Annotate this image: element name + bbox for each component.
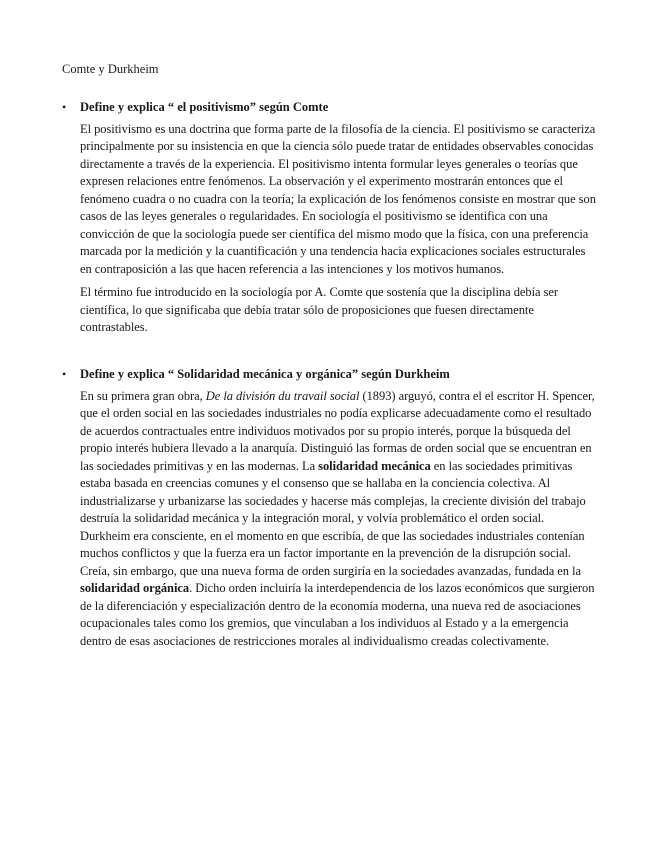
- section-positivismo: [62, 99, 597, 337]
- document-title: Comte y Durkheim: [62, 62, 159, 76]
- bullet-icon: •: [62, 100, 67, 114]
- term-solidaridad-organica: solidaridad orgánica: [80, 581, 190, 595]
- paragraph: El positivismo es una doctrina que forma parte de la filosofía de la ciencia. El positivismo se caracteriza principalmente por su insistencia en que la ciencia sólo puede tratar de entidades observables conocidas directamente a través de la experiencia. El positivismo intenta formular leyes generales o teorías que expresen relaciones entre fenómenos. La observación y el experimento mostrarán entonces que el fenómeno cuadra o no cuadra con la teoría; la explicación de los fenómenos consiste en mostrar que son casos de las leyes generales o regularidades. En sociología el positivismo se identifica con una convicción de que la sociología puede ser científica del mismo modo que la física, con una preferencia marcada por la medición y la cuantificación y una tendencia hacia explicaciones sociales estructurales en contraposición a las que hacen referencia a las intenciones y los motivos humanos.: [80, 121, 596, 276]
- section-heading-row: [62, 366, 597, 384]
- paragraph: [80, 388, 597, 651]
- text-run: (1893) arguyó, contra el el escritor H. Spencer, que el orden social en las sociedades industriales no podía explicarse adecuadamente como el resultado de acuerdos contractuales entre individuos motivados por su propio interés, porque la búsqueda del propio interés hubiera llevado a la anarquía. Distinguió las formas de orden social que se encuentran en las sociedades primitivas y en las modernas. La: [80, 388, 595, 473]
- book-title: De la división du travail social: [205, 388, 360, 403]
- term-solidaridad-mecanica: solidaridad mecánica: [318, 458, 431, 473]
- section-heading: Define y explica “ el positivismo” según Comte: [80, 100, 329, 114]
- text-run: en las sociedades primitivas estaba basada en creencias comunes y el consenso que se hallaba en la conciencia colectiva. Al industrializarse y urbanizarse las sociedades y hacerse más complejas, la creciente división del trabajo destruía la solidaridad mecánica y la integración moral, y volvía problemático el orden social. Durkheim era consciente, en el momento en que escribía, de que las sociedades industriales contenían muchos conflictos y que la fuerza era un factor importante en la prevención de la disrupción social. Creía, sin embargo, que una nueva forma de orden surgiría en la sociedades avanzadas, fundada en la: [80, 458, 586, 578]
- bullet-icon: •: [62, 367, 67, 381]
- section-heading: Define y explica “ Solidaridad mecánica y orgánica” según Durkheim: [80, 367, 450, 381]
- section-solidaridad: [62, 366, 597, 650]
- section-heading-row: [62, 99, 597, 117]
- text-run: En su primera gran obra,: [80, 388, 206, 403]
- text-run: . Dicho orden incluiría la interdependencia de los lazos económicos que surgieron de la diferenciación y especialización dentro de la economía moderna, una nueva red de asociaciones ocupacionales tales como los gremios, que vinculaban a los individuos al Estado y a la emergencia dentro de esas asociaciones de restricciones morales al individualismo creadas colectivamente.: [80, 581, 595, 648]
- paragraph: El término fue introducido en la sociología por A. Comte que sostenía que la disciplina debía ser científica, lo que significaba que debía tratar sólo de proposiciones que fuesen directamente contrastables.: [80, 285, 559, 334]
